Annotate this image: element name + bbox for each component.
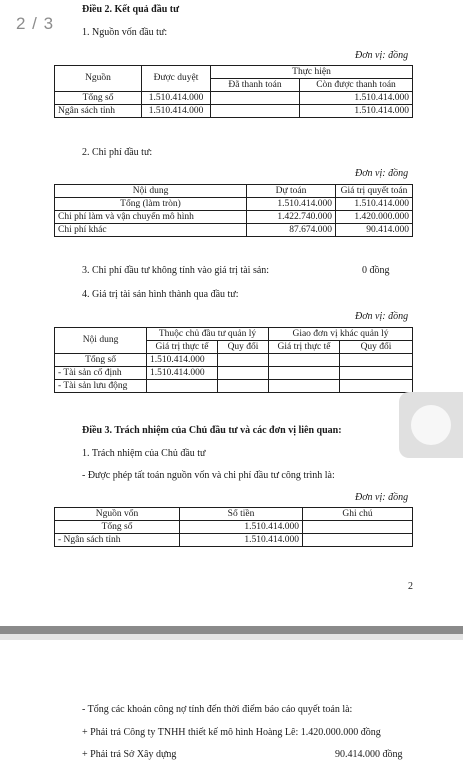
asset-header-owner-real: Giá trị thực tế: [147, 341, 218, 354]
cell: 1.510.414.000: [336, 198, 413, 211]
table-row: [55, 211, 413, 224]
cell: Tổng (làm tròn): [55, 198, 247, 211]
cell: [218, 367, 269, 380]
cell: [211, 105, 300, 118]
cell: 1.510.414.000: [142, 105, 211, 118]
table-row: [55, 198, 413, 211]
debt-text: - Tổng các khoản công nợ tính đến thời điểm báo cáo quyết toán là:: [82, 704, 353, 715]
asset-header-owner-converted: Quy đổi: [218, 341, 269, 354]
page-separator: [0, 626, 463, 634]
cell: Tổng số: [55, 354, 147, 367]
cost-header-estimate: Dự toán: [247, 185, 336, 198]
cell: [218, 354, 269, 367]
cell: [303, 534, 413, 547]
cell: - Tài sản lưu động: [55, 380, 147, 393]
cell: [147, 380, 218, 393]
cell: [340, 380, 413, 393]
scroll-knob-icon[interactable]: [411, 405, 451, 445]
cell: [269, 367, 340, 380]
table-row: [55, 354, 413, 367]
cell: Tổng số: [55, 92, 142, 105]
section-1-unit: Đơn vị: đồng: [355, 50, 409, 61]
cell: 1.510.414.000: [300, 105, 413, 118]
section-4-heading: 4. Giá trị tài sản hình thành qua đầu tư:: [82, 289, 239, 300]
article-2-title: Điều 2. Kết quả đầu tư: [82, 4, 180, 15]
article-3-item-1: 1. Trách nhiệm của Chủ đầu tư: [82, 448, 206, 459]
asset-header-content: Nội dung: [55, 328, 147, 354]
cell: 1.510.414.000: [300, 92, 413, 105]
settlement-header-amount: Số tiền: [180, 508, 303, 521]
table-row: [55, 367, 413, 380]
cell: [211, 92, 300, 105]
table-row: [55, 105, 413, 118]
settlement-table: [54, 507, 413, 547]
article-3-bullet: - Được phép tất toán nguồn vốn và chi phí đầu tư công trình là:: [82, 470, 335, 481]
cell: 1.420.000.000: [336, 211, 413, 224]
payable-1: + Phải trả Công ty TNHH thiết kế mô hình Hoàng Lê: 1.420.000.000 đồng: [82, 727, 381, 738]
capital-header-paid: Đã thanh toán: [211, 79, 300, 92]
capital-header-remain: Còn được thanh toán: [300, 79, 413, 92]
cell: [269, 354, 340, 367]
table-row: [55, 380, 413, 393]
asset-header-other-converted: Quy đổi: [340, 341, 413, 354]
asset-header-other: Giao đơn vị khác quản lý: [269, 328, 413, 341]
cell: Ngân sách tỉnh: [55, 105, 142, 118]
page-number: 2: [408, 581, 413, 592]
section-1-heading: 1. Nguồn vốn đầu tư:: [82, 27, 168, 38]
floating-scroll-button[interactable]: [399, 392, 463, 458]
section-3-value: 0 đồng: [362, 265, 390, 276]
capital-header-approved: Được duyệt: [142, 66, 211, 92]
capital-header-done: Thực hiện: [211, 66, 413, 79]
table-row: [55, 534, 413, 547]
cell: Chi phí khác: [55, 224, 247, 237]
section-2-heading: 2. Chi phí đầu tư:: [82, 147, 153, 158]
section-4-unit: Đơn vị: đồng: [355, 311, 409, 322]
settlement-header-note: Ghi chú: [303, 508, 413, 521]
cell: 87.674.000: [247, 224, 336, 237]
cell: 1.510.414.000: [180, 534, 303, 547]
asset-header-other-real: Giá trị thực tế: [269, 341, 340, 354]
settlement-header-source: Nguồn vốn: [55, 508, 180, 521]
cell: 1.510.414.000: [147, 354, 218, 367]
table-row: [55, 224, 413, 237]
cell: - Tài sản cố định: [55, 367, 147, 380]
table-row: [55, 521, 413, 534]
cell: [303, 521, 413, 534]
article-3-unit: Đơn vị: đồng: [355, 492, 409, 503]
article-3-title: Điều 3. Trách nhiệm của Chủ đầu tư và các đơn vị liên quan:: [82, 425, 342, 436]
cell: 1.510.414.000: [142, 92, 211, 105]
cell: 1.510.414.000: [247, 198, 336, 211]
cell: Tổng số: [55, 521, 180, 534]
asset-header-owner: Thuộc chủ đầu tư quản lý: [147, 328, 269, 341]
cell: [218, 380, 269, 393]
page-indicator: 2 / 3: [16, 14, 55, 33]
cell: 1.510.414.000: [180, 521, 303, 534]
cell: [340, 354, 413, 367]
capital-header-source: Nguồn: [55, 66, 142, 92]
payable-2-value: 90.414.000 đồng: [335, 749, 403, 760]
cell: - Ngân sách tỉnh: [55, 534, 180, 547]
cell: [269, 380, 340, 393]
cost-header-settled: Giá trị quyết toán: [336, 185, 413, 198]
table-row: [55, 92, 413, 105]
cell: [340, 367, 413, 380]
section-3-text: 3. Chi phí đầu tư không tính vào giá trị tài sản:: [82, 265, 270, 276]
cell: 1.422.740.000: [247, 211, 336, 224]
cost-table: [54, 184, 413, 237]
cost-header-content: Nội dung: [55, 185, 247, 198]
cell: Chi phí làm và vận chuyển mô hình: [55, 211, 247, 224]
payable-2-label: + Phải trả Sở Xây dựng: [82, 749, 177, 760]
cell: 1.510.414.000: [147, 367, 218, 380]
page-separator-shadow: [0, 634, 463, 640]
cell: 90.414.000: [336, 224, 413, 237]
section-2-unit: Đơn vị: đồng: [355, 168, 409, 179]
asset-table: [54, 327, 413, 393]
capital-table: [54, 65, 413, 118]
